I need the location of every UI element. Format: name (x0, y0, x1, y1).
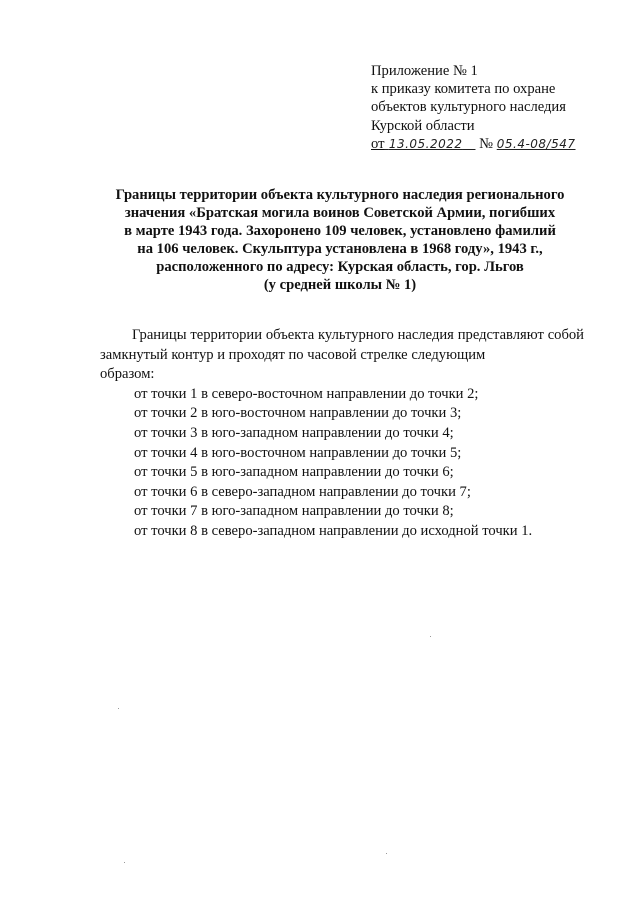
boundary-point-4: от точки 4 в юго-восточном направлении до точки 5; (134, 444, 462, 461)
date-prefix: от (371, 135, 385, 152)
title-line-5: расположенного по адресу: Курская область, гор. Льгов (156, 259, 524, 275)
document-title (80, 186, 600, 294)
scan-speck (124, 862, 125, 863)
boundary-point-3: от точки 3 в юго-западном направлении до точки 4; (134, 424, 454, 441)
boundary-point-5: от точки 5 в юго-западном направлении до точки 6; (134, 464, 454, 481)
appendix-committee-line: объектов культурного наследия (371, 99, 566, 116)
boundary-point-8: от точки 8 в северо-западном направлении до исходной точки 1. (134, 522, 533, 539)
appendix-title: Приложение № 1 (371, 63, 478, 79)
order-number: 05.4-08/547 (496, 136, 576, 151)
number-prefix: № (479, 135, 494, 152)
appendix-region-line: Курской области (371, 117, 475, 134)
scan-speck (386, 853, 387, 854)
order-date: 13.05.2022 (388, 136, 463, 151)
appendix-order-line: к приказу комитета по охране (371, 81, 556, 98)
title-line-1: Границы территории объекта культурного наследия регионального (115, 187, 565, 203)
scan-speck (118, 708, 119, 709)
boundary-point-6: от точки 6 в северо-западном направлении до точки 7; (134, 483, 471, 500)
boundary-point-1: от точки 1 в северо-восточном направлении до точки 2; (134, 385, 479, 402)
title-line-2: значения «Братская могила воинов Советской Армии, погибших (124, 205, 556, 221)
intro-paragraph-end: образом: (100, 366, 155, 383)
appendix-header (371, 62, 576, 153)
appendix-date-number-line (371, 135, 576, 153)
title-line-6: (у средней школы № 1) (263, 277, 417, 293)
scan-speck (430, 636, 431, 637)
title-line-4: на 106 человек. Скульптура установлена в 1968 году», 1943 г., (137, 241, 543, 257)
boundary-point-2: от точки 2 в юго-восточном направлении до точки 3; (134, 405, 462, 422)
document-body (100, 326, 584, 542)
intro-paragraph: Границы территории объекта культурного наследия представляют собой замкнутый контур и проходят по часовой стрелке следующим (100, 327, 584, 363)
title-line-3: в марте 1943 года. Захоронено 109 человек, установлено фамилий (124, 223, 556, 239)
boundary-point-7: от точки 7 в юго-западном направлении до точки 8; (134, 503, 454, 520)
